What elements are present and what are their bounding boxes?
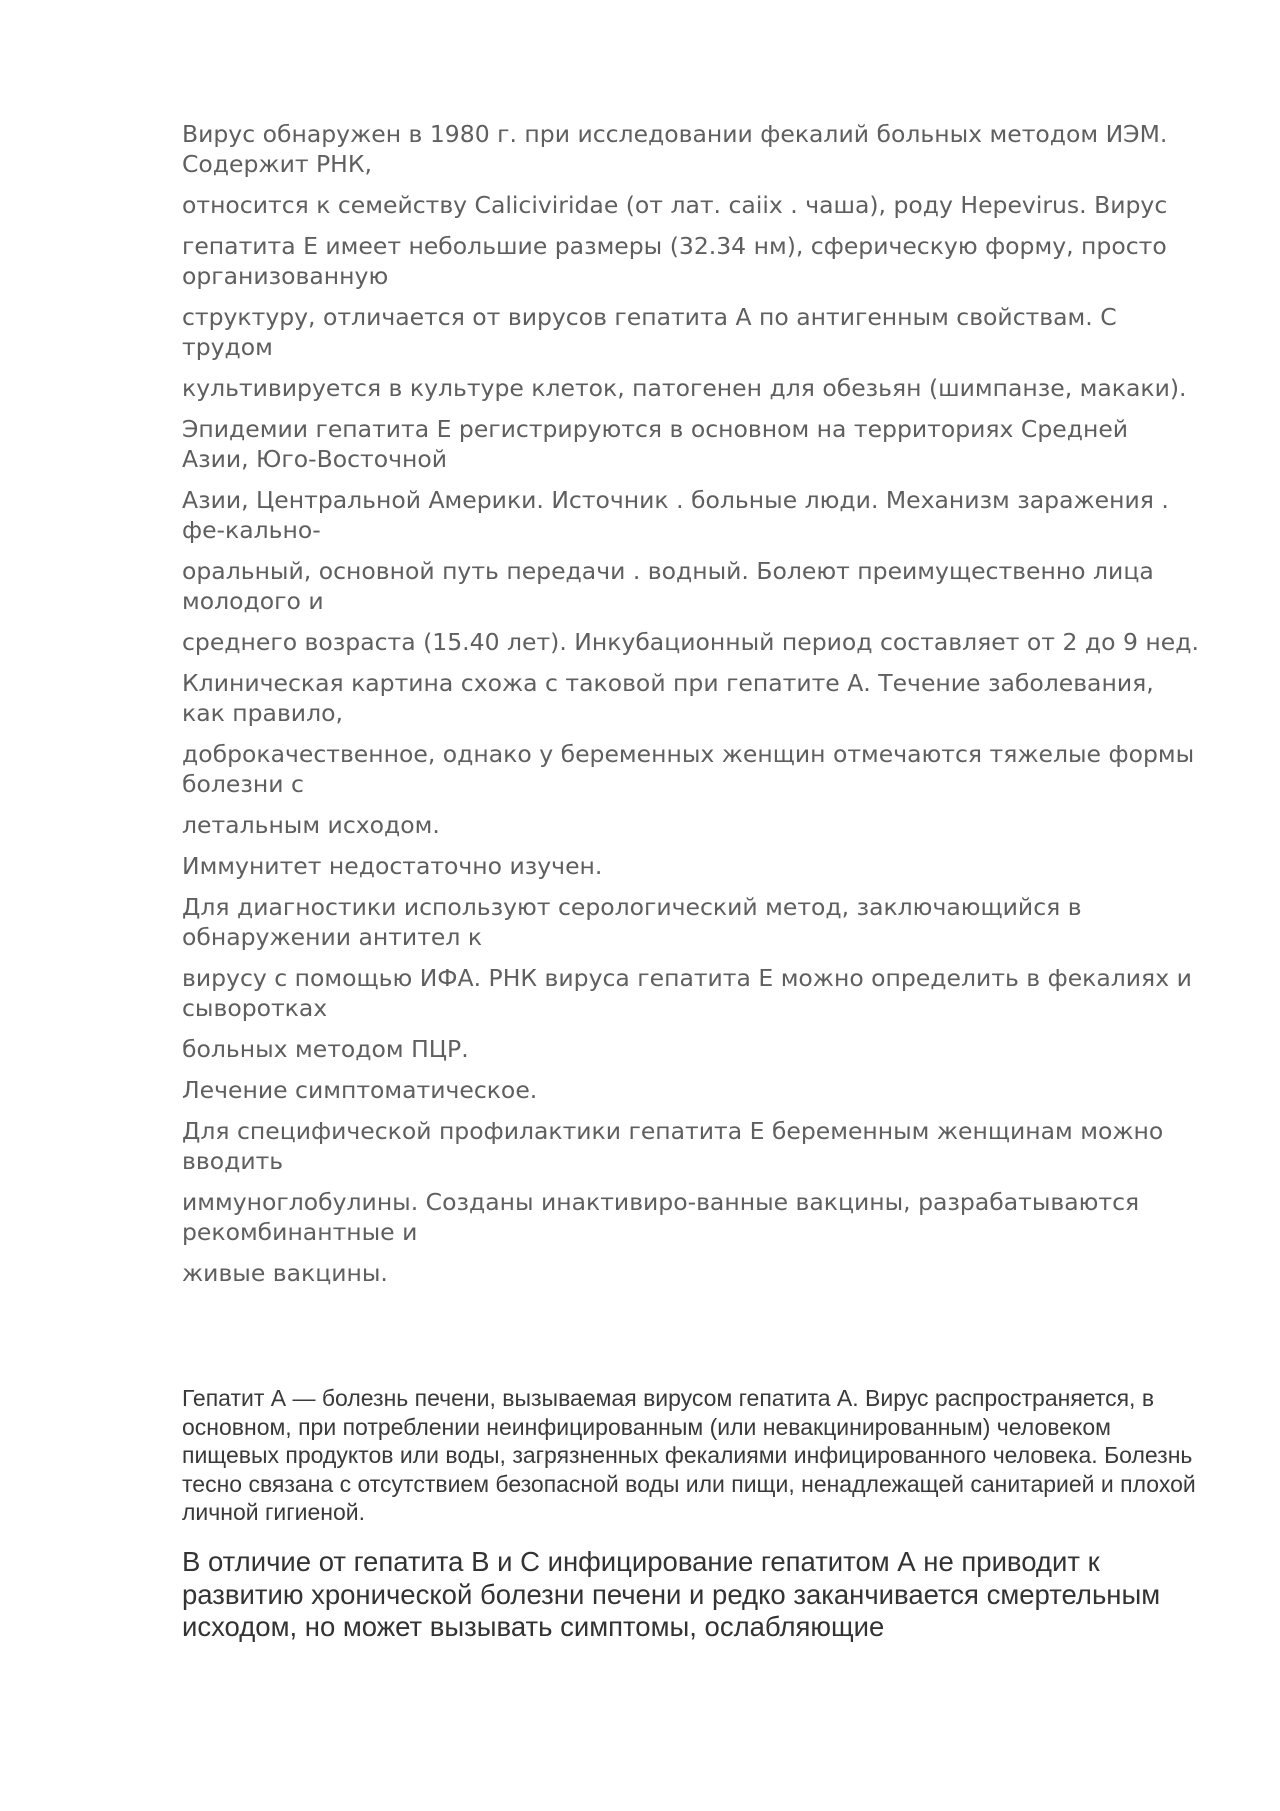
- text-line: Лечение симптоматическое.: [182, 1076, 538, 1104]
- text-line: доброкачественное, однако у беременных женщин отмечаются тяжелые формы болезни с: [182, 740, 1195, 798]
- text-line: относится к семейству Caliciviridae (от лат. caiix . чаша), роду Hepevirus. Вирус: [182, 191, 1168, 219]
- text-line: Азии, Центральной Америки. Источник . больные люди. Механизм заражения . фе-кально-: [182, 486, 1169, 544]
- text-line: среднего возраста (15.40 лет). Инкубационный период составляет от 2 до 9 нед.: [182, 628, 1199, 656]
- text-line: Эпидемии гепатита Е регистрируются в основном на территориях Средней Азии, Юго-Восточной: [182, 415, 1129, 473]
- text-line: Клиническая картина схожа с таковой при гепатите А. Течение заболевания, как правило,: [182, 669, 1154, 727]
- text-line: Для специфической профилактики гепатита Е беременным женщинам можно вводить: [182, 1117, 1164, 1175]
- text-line: вирусу с помощью ИФА. РНК вируса гепатита E можно определить в фекалиях и сыворотках: [182, 964, 1192, 1022]
- text-line: больных методом ПЦР.: [182, 1035, 469, 1063]
- text-line: структуру, отличается от вирусов гепатита А по антигенным свойствам. С трудом: [182, 303, 1117, 361]
- text-line: летальным исходом.: [182, 811, 440, 839]
- text-line: культивируется в культуре клеток, патогенен для обезьян (шимпанзе, макаки).: [182, 374, 1187, 402]
- text-line: иммуноглобулины. Созданы инактивиро-ванные вакцины, разрабатываются рекомбинантные и: [182, 1188, 1140, 1246]
- comparison-paragraph: В отличие от гепатита В и С инфицирование гепатитом А не приводит к развитию хронической болезни печени и редко заканчивается смертельным исходом, но может вызывать симптомы, ослабляющие: [182, 1546, 1161, 1642]
- hepatitis-a-paragraph: Гепатит А — болезнь печени, вызываемая вирусом гепатита А. Вирус распространяется, в основном, при потреблении неинфицированным (или невакцинированным) человеком пищевых продуктов или воды, загрязненных фекалиями инфицированного человека. Болезнь тесно связана с отсутствием безопасной воды или пищи, ненадлежащей санитарией и плохой личной гигиеной.: [182, 1385, 1196, 1525]
- text-line: Для диагностики используют серологический метод, заключающийся в обнаружении антител к: [182, 893, 1082, 951]
- text-line: гепатита E имеет небольшие размеры (32.34 нм), сферическую форму, просто организованную: [182, 232, 1167, 290]
- text-line: Вирус обнаружен в 1980 г. при исследовании фекалий больных методом ИЭМ. Содержит РНК,: [182, 120, 1168, 178]
- hepatitis-e-text: [182, 119, 1202, 1299]
- text-line: живые вакцины.: [182, 1259, 388, 1287]
- text-line: Иммунитет недостаточно изучен.: [182, 852, 603, 880]
- text-line: оральный, основной путь передачи . водный. Болеют преимущественно лица молодого и: [182, 557, 1154, 615]
